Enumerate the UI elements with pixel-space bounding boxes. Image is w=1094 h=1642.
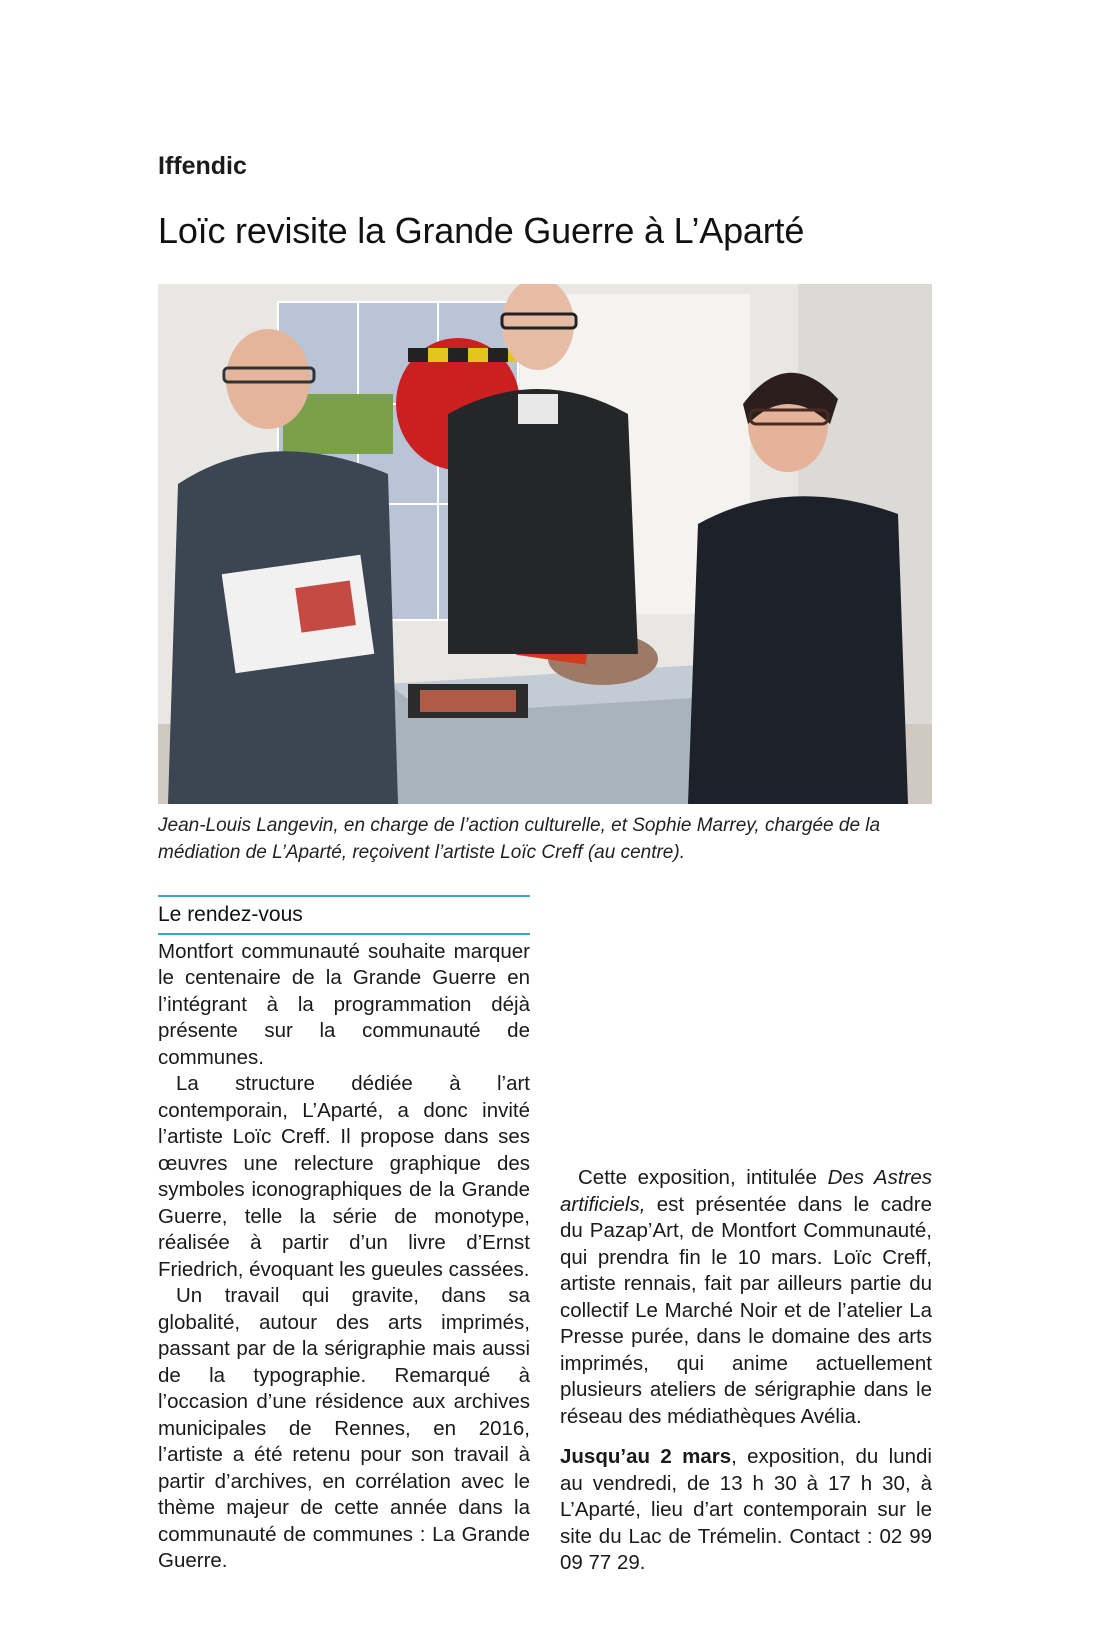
paragraph-4 [560,1165,932,1430]
article-photo [158,284,932,804]
subhead-rule-bottom [158,933,530,935]
photo-caption: Jean-Louis Langevin, en charge de l’action culturelle, et Sophie Marrey, chargée de la médiation de L’Aparté, reçoivent l’artiste Loïc Creff (au centre). [158,815,881,863]
paragraph-4-rest: est présentée dans le cadre du Pazap’Art, de Montfort Communauté, qui prendra fin le 10 mars. Loïc Creff, artiste rennais, fait par ailleurs partie du collectif Le Marché Noir et de l’atelier La Presse purée, dans le domaine des arts imprimés, qui anime actuellement plusieurs ateliers de sérigraphie dans le réseau des médiathèques Avélia. [560,1192,932,1428]
paragraph-2: La structure dédiée à l’art contemporain, L’Aparté, a donc invité l’artiste Loïc Creff. Il propose dans ses œuvres une relecture graphique des symboles iconographiques de la Grande Guerre, telle la série de monotype, réalisée à partir d’un livre d’Ernst Friedrich, évoquant les gueules cassées. [158,1072,530,1281]
locality-label: Iffendic [158,152,247,180]
paragraph-4-start: Cette exposition, intitulée [578,1166,828,1189]
paragraph-3: Un travail qui gravite, dans sa globalité, autour des arts imprimés, passant par de la sérigraphie mais aussi de la typographie. Remarqué à l’occasion d’une résidence aux archives municipales de Rennes, en 2016, l’artiste a été retenu pour son travail à partir d’archives, en corrélation avec le thème majeur de cette année dans la communauté de communes : La Grande Guerre. [158,1284,530,1572]
column-right [560,1165,932,1577]
practical-info [560,1444,932,1577]
practical-info-dates: Jusqu’au 2 mars [560,1445,732,1468]
article-headline: Loïc revisite la Grande Guerre à L’Aparté [158,210,805,251]
paragraph-1: Montfort communauté souhaite marquer le centenaire de la Grande Guerre en l’intégrant à la programmation déjà présente sur la communauté de communes. [158,939,530,1069]
column-left [158,895,530,1575]
section-subhead: Le rendez-vous [158,903,303,926]
practical-info-details: , exposition, du lundi au vendredi, de 13 h 30 à 17 h 30, à L’Aparté, lieu d’art contemporain sur le site du Lac de Trémelin. Contact : 02 99 09 77 29. [560,1445,932,1574]
exhibition-title: Des Astres artificiels, [560,1166,932,1216]
